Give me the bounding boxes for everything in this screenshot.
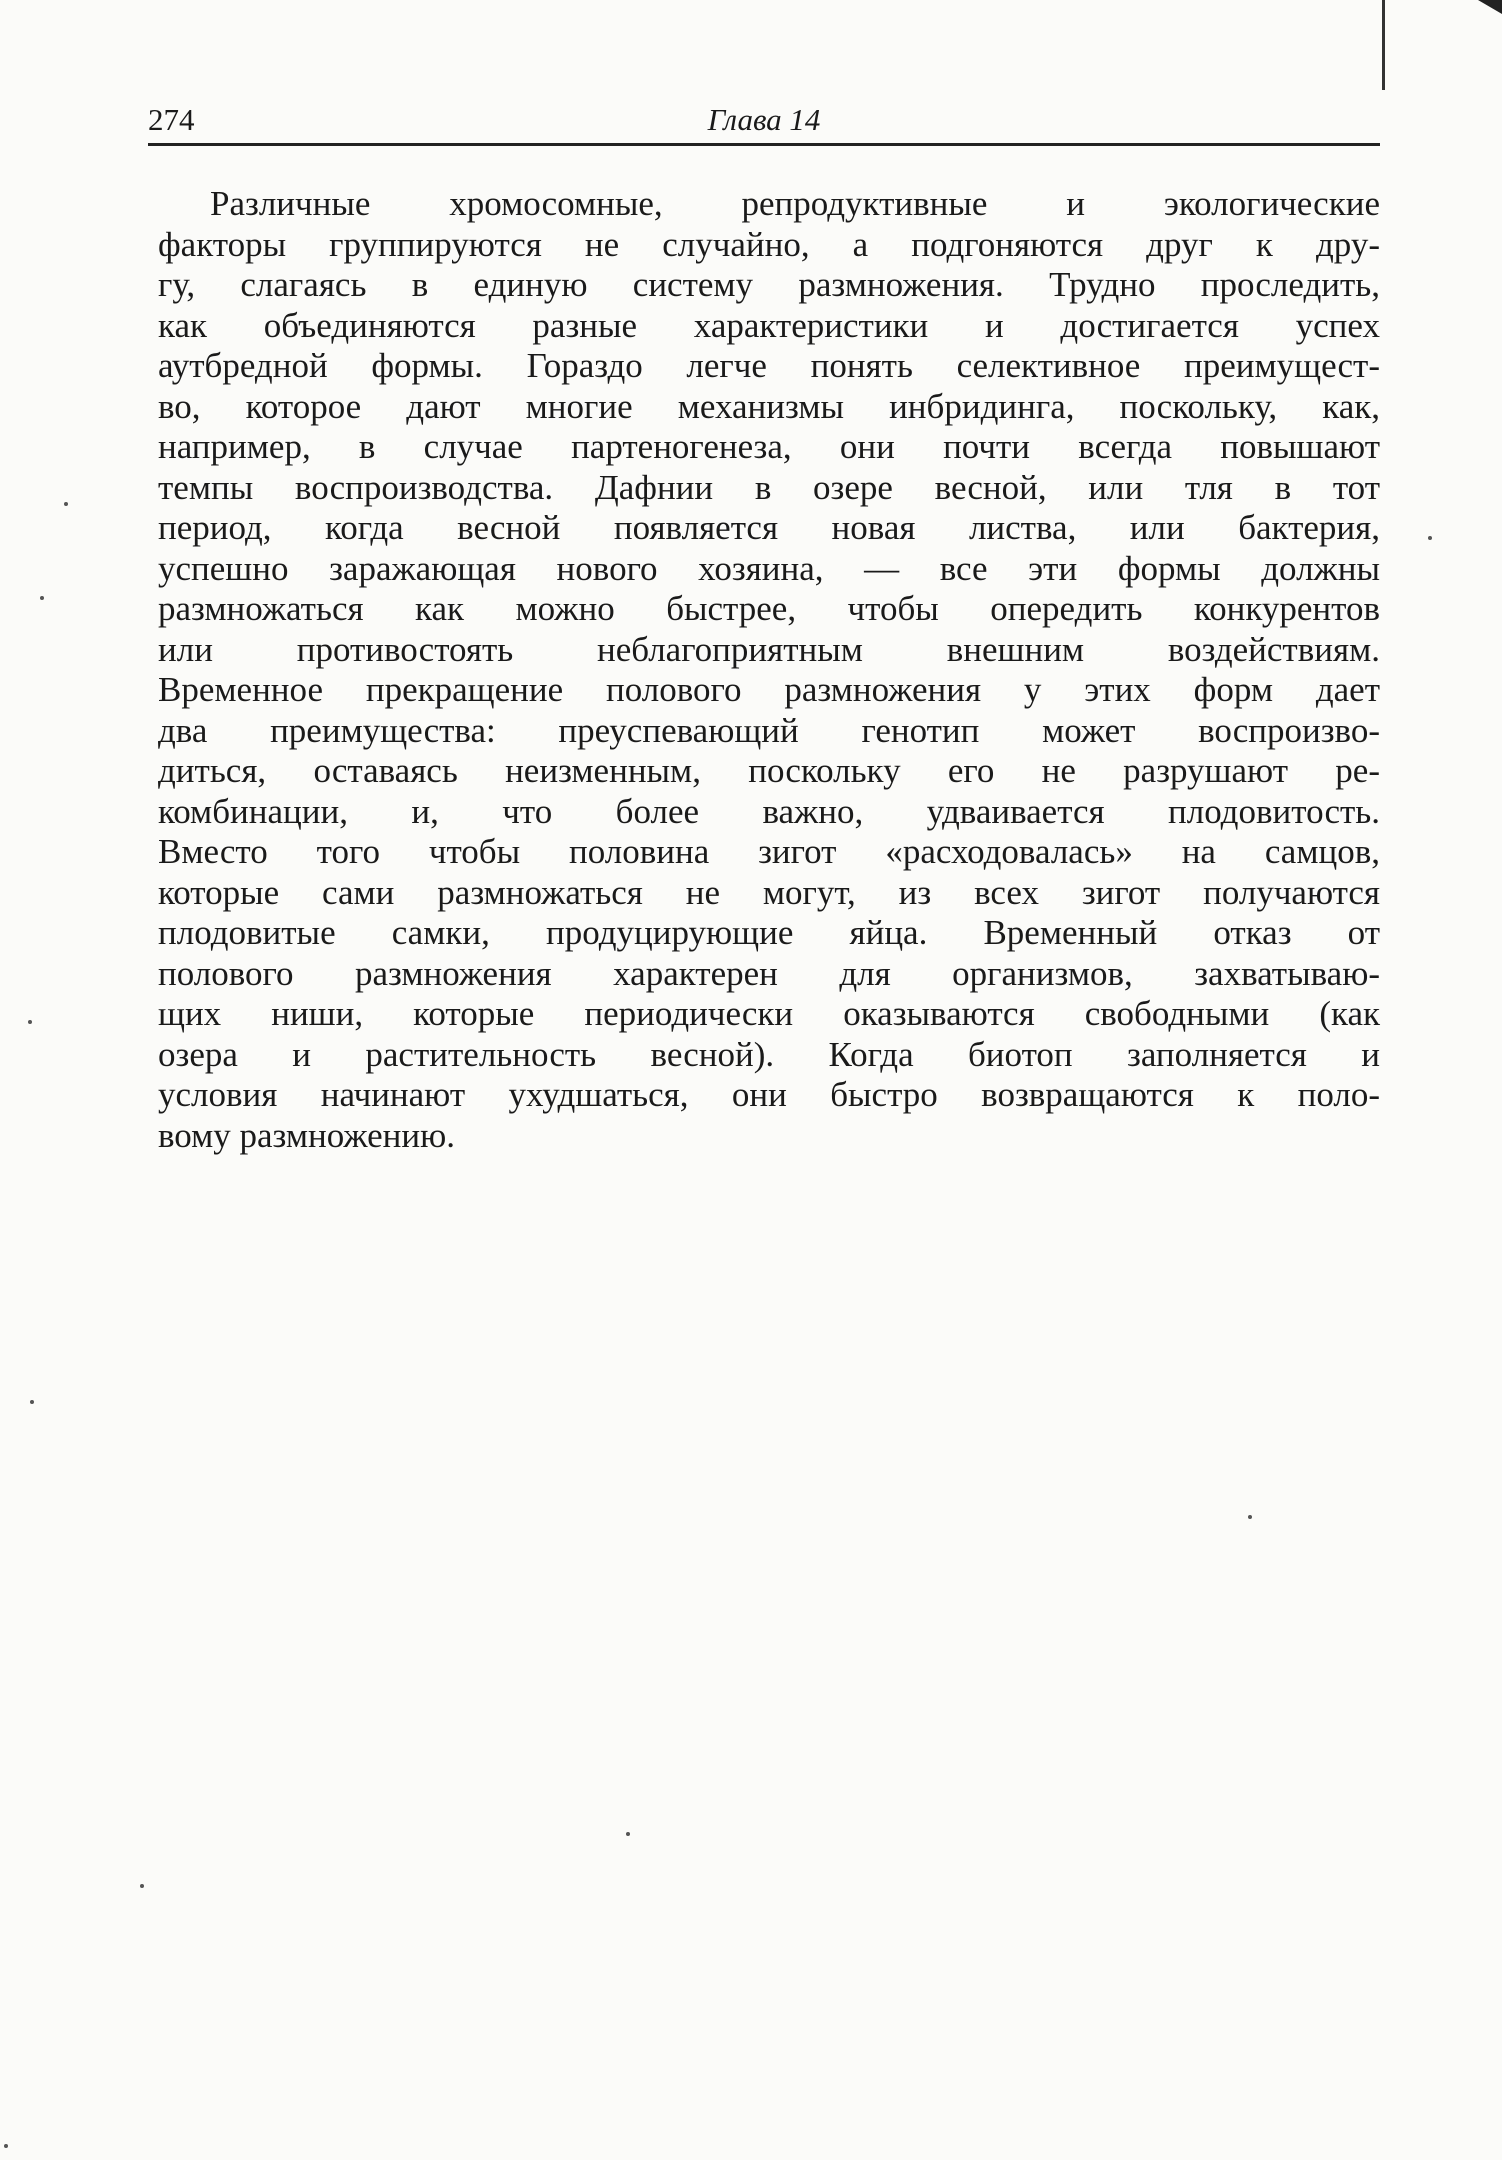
- text-line: два преимущества: преуспевающий генотип может воспроизво-: [158, 710, 1380, 750]
- text-line: например, в случае партеногенеза, они почти всегда повышают: [158, 427, 1380, 466]
- text-line: щих ниши, которые периодически оказываются свободными (как: [158, 994, 1380, 1033]
- scan-edge-mark: [1382, 0, 1385, 90]
- text-line: темпы воспроизводства. Дафнии в озере весной, или тля в тот: [158, 467, 1380, 507]
- text-line: факторы группируются не случайно, а подгоняются друг к дру-: [158, 224, 1380, 264]
- text-line: размножаться как можно быстрее, чтобы опередить конкурентов: [158, 589, 1380, 628]
- scan-speck: [140, 1884, 144, 1888]
- text-line: диться, оставаясь неизменным, поскольку его не разрушают ре-: [158, 751, 1380, 790]
- scan-speck: [64, 502, 68, 506]
- scan-speck: [1248, 1515, 1252, 1519]
- scan-speck: [4, 2144, 8, 2148]
- scan-corner-mark: [1478, 0, 1502, 14]
- text-line: вому размножению.: [158, 1115, 456, 1155]
- text-line: аутбредной формы. Гораздо легче понять селективное преимущест-: [158, 346, 1380, 385]
- text-line: комбинации, и, что более важно, удваивается плодовитость.: [158, 791, 1380, 831]
- text-line: гу, слагаясь в единую систему размножения. Трудно проследить,: [158, 265, 1380, 304]
- text-line: или противостоять неблагоприятным внешним воздействиям.: [158, 629, 1380, 669]
- body-paragraph: [158, 184, 1380, 1156]
- text-line: условия начинают ухудшаться, они быстро возвращаются к поло-: [158, 1075, 1380, 1114]
- text-line: Временное прекращение полового размножения у этих форм дает: [158, 670, 1380, 709]
- scan-speck: [626, 1832, 630, 1836]
- scan-speck: [1428, 536, 1432, 540]
- text-line: период, когда весной появляется новая листва, или бактерия,: [158, 508, 1380, 547]
- text-line: как объединяются разные характеристики и достигается успех: [158, 305, 1380, 345]
- text-line: полового размножения характерен для организмов, захватываю-: [158, 953, 1380, 993]
- text-line: успешно заражающая нового хозяина, — все эти формы должны: [158, 548, 1380, 588]
- scan-speck: [30, 1400, 34, 1404]
- text-line: которые сами размножаться не могут, из всех зигот получаются: [158, 872, 1380, 912]
- text-line: озера и растительность весной). Когда биотоп заполняется и: [158, 1034, 1380, 1074]
- text-line: во, которое дают многие механизмы инбридинга, поскольку, как,: [158, 386, 1380, 426]
- text-line: Вместо того чтобы половина зигот «расходовалась» на самцов,: [158, 832, 1380, 871]
- scan-speck: [28, 1020, 32, 1024]
- scan-speck: [40, 596, 44, 600]
- running-head: [148, 100, 1380, 148]
- header-rule: [148, 143, 1380, 146]
- text-line: плодовитые самки, продуцирующие яйца. Временный отказ от: [158, 913, 1380, 952]
- page-number: 274: [148, 102, 195, 137]
- text-line: Различные хромосомные, репродуктивные и экологические: [210, 184, 1380, 223]
- chapter-title: Глава 14: [707, 102, 821, 137]
